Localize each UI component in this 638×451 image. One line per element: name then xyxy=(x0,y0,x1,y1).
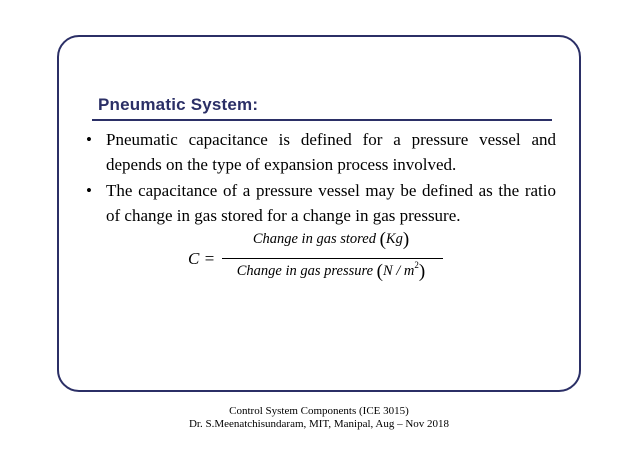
footer-course: Control System Components (ICE 3015) xyxy=(229,405,409,417)
formula-lhs: C = xyxy=(188,249,216,268)
title-underline xyxy=(92,119,552,121)
bullet-item-2 xyxy=(86,178,556,228)
bullet-icon: • xyxy=(86,130,92,149)
bullet-text: Pneumatic capacitance is defined for a pressure vessel and depends on the type of expansion process involved. xyxy=(106,130,556,174)
numerator-text: Change in gas stored xyxy=(252,231,376,247)
bullet-item-1 xyxy=(86,127,556,177)
numerator-unit: Kg xyxy=(385,231,403,247)
formula-numerator: Change in gas stored (Kg) xyxy=(252,229,410,250)
fraction-bar xyxy=(222,258,443,259)
footer-author: Dr. S.Meenatchisundaram, MIT, Manipal, Aug – Nov 2018 xyxy=(188,418,450,430)
capacitance-formula xyxy=(185,229,455,289)
bullet-icon: • xyxy=(86,181,92,200)
denominator-text: Change in gas pressure xyxy=(236,263,374,279)
slide-title: Pneumatic System: xyxy=(98,95,259,114)
denominator-exponent: 2 xyxy=(414,260,419,270)
formula-denominator: Change in gas pressure $(N / m^2)$ xyxy=(236,260,426,282)
denominator-unit: N / m xyxy=(382,263,415,279)
bullet-text: The capacitance of a pressure vessel may be defined as the ratio of change in gas stored for a change in gas pressure. xyxy=(106,181,556,225)
